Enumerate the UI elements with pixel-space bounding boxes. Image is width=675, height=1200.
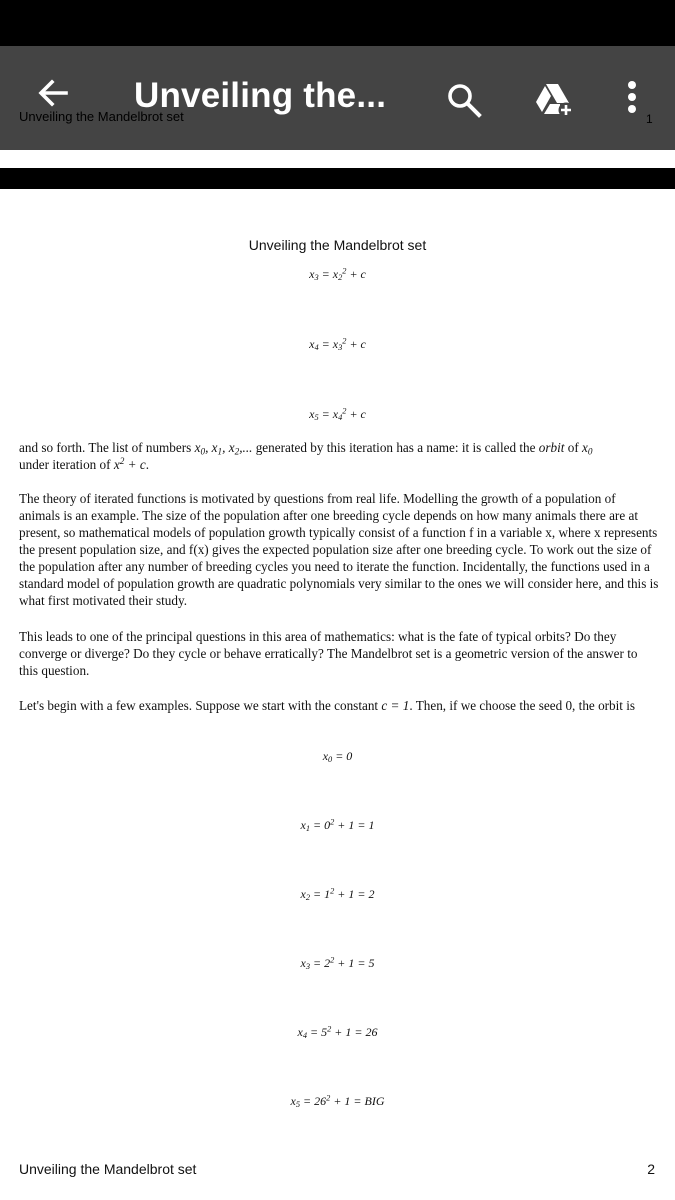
- paragraph-orbit: and so forth. The list of numbers $x_0$, $x_1$, $x_2$,... generated by this iteration has a name: it is called the orbit of $x_0$ under iteration of $x^2 + c$.: [19, 440, 593, 472]
- status-bar: [0, 0, 675, 46]
- equation-x3: $x_3 = x_2^2 + c$: [309, 266, 366, 283]
- underlying-page-title: Unveiling the Mandelbrot set: [19, 109, 184, 124]
- search-icon[interactable]: [446, 82, 482, 118]
- equation-x4-value: $x_4 = 5^2 + 1 = 26$: [297, 1024, 378, 1041]
- equation-x1-value: $x_1 = 0^2 + 1 = 1$: [300, 817, 375, 834]
- document-title: Unveiling the...: [134, 76, 387, 115]
- drive-add-icon[interactable]: [533, 82, 575, 118]
- pdf-page: [0, 189, 675, 1200]
- more-vert-icon[interactable]: [622, 78, 642, 118]
- page-separator: [0, 168, 675, 189]
- equation-x4: $x_4 = x_3^2 + c$: [309, 336, 366, 353]
- page-header: Unveiling the Mandelbrot set: [248, 237, 427, 253]
- equation-x0-value: $x_0 = 0$: [322, 749, 353, 765]
- equation-x5-value: $x_5 = 26^2 + 1$ = BIG: [290, 1093, 385, 1110]
- equation-x5: $x_5 = x_4^2 + c$: [309, 406, 366, 423]
- page-top-edge: [0, 150, 675, 168]
- paragraph-principal-question: This leads to one of the principal questions in this area of mathematics: what is the fate of typical orbits? Do they converge or diverge? Do they cycle or behave erratically? The Mandelbrot set is a geometric version of the answer to this question.: [19, 629, 638, 678]
- page-footer-title: Unveiling the Mandelbrot set: [19, 1161, 197, 1177]
- equation-x2-value: $x_2 = 1^2 + 1 = 2$: [300, 886, 375, 903]
- equation-x3-value: $x_3 = 2^2 + 1 = 5$: [300, 955, 375, 972]
- page-number: 2: [647, 1161, 655, 1177]
- underlying-page-number: 1: [646, 112, 653, 126]
- paragraph-examples: Let's begin with a few examples. Suppose we start with the constant c = 1. Then, if we choose the seed 0, the orbit is: [19, 698, 636, 713]
- back-arrow-icon[interactable]: [36, 76, 70, 110]
- app-bar: [0, 46, 675, 150]
- paragraph-theory: The theory of iterated functions is motivated by questions from real life. Modelling the growth of a population of animals is an example. The size of the population after one breeding cycle depends on how many animals there are at present, so mathematical models of population growth typically consist of a function f in a variable x, where x represents the present population size, and f(x) gives the expected population size after one breeding cycle. To work out the size of the population after any number of breeding cycles you need to iterate the function. Incidentally, the functions used in a standard model of population growth are quadratic polynomials very similar to the ones we will consider here, and this is what first motivated their study.: [19, 491, 659, 608]
